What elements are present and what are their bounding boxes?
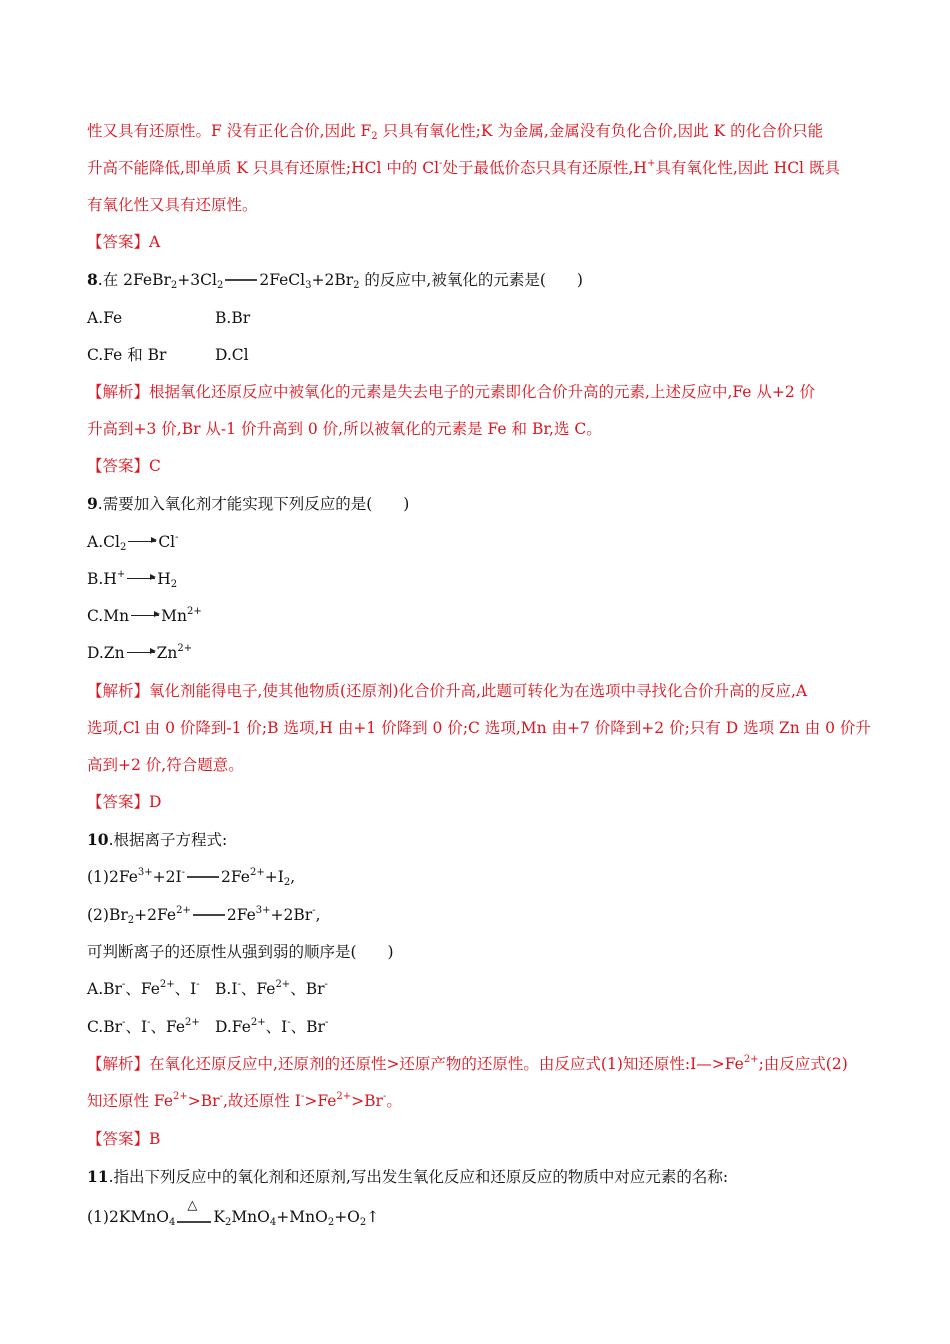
q10-explanation-line2: 知还原性 $Fe^{2+}>Br^-$,故还原性 $I^->Fe^{2+}>Br^-$。 xyxy=(87,1091,402,1110)
q8-explanation-line2: 升高到+3 价,Br 从-1 价升高到 0 价,所以被氧化的元素是 Fe 和 Br,选 C。 xyxy=(87,420,602,438)
heat-condition-equals xyxy=(177,1198,211,1223)
q10-option-a: A.Br-、$Fe^{2+}$、I- xyxy=(87,979,200,998)
q7-explanation-line3: 有氧化性又具有还原性。 xyxy=(87,196,258,214)
q7-answer: 【答案】A xyxy=(87,233,161,251)
q10-options-row2 xyxy=(87,1016,329,1038)
q8-option-c: C.Fe 和 Br xyxy=(87,346,167,364)
q9-option-d: D.Zn $Zn^{2+}$ xyxy=(87,643,193,662)
q8-option-b: B.Br xyxy=(215,309,251,327)
q10-option-c: C.Br-、I-、$Fe^{2+}$ xyxy=(87,1017,200,1036)
heat-triangle-icon: △ xyxy=(187,1198,198,1213)
q10-stem-2: 可判断离子的还原性从强到弱的顺序是( ) xyxy=(87,943,394,961)
q8-option-d: D.Cl xyxy=(215,346,249,364)
q8-option-a: A.Fe xyxy=(87,309,123,327)
q8-options-row1 xyxy=(87,307,251,329)
q8-stem: 8.在 $2FeBr_2+3Cl_2$ $2FeCl_3+2Br_2$ 的反应中,被氧化的元素是( ) xyxy=(87,270,583,291)
q10-options-row1 xyxy=(87,978,328,1000)
q9-stem: 9.需要加入氧化剂才能实现下列反应的是( ) xyxy=(87,494,410,513)
q9-option-a: $A.Cl_2$ Cl- xyxy=(87,532,179,553)
q9-explanation-line3: 高到+2 价,符合题意。 xyxy=(87,756,244,774)
q8-answer: 【答案】C xyxy=(87,457,161,475)
q10-equation-1: $(1)2Fe^{3+}+2I^-$ $2Fe^{2+}+I_2$, xyxy=(87,867,296,888)
equals-sign xyxy=(193,914,225,916)
q7-explanation-line1: 性又具有还原性。F 没有正化合价,因此 $F_2$ 只具有氧化性;K 为金属,金属没有负化合价,因此 K 的化合价只能 xyxy=(87,122,824,142)
q9-explanation-line2: 选项,Cl 由 0 价降到-1 价;B 选项,H 由+1 价降到 0 价;C 选项,Mn 由+7 价降到+2 价;只有 D 选项 Zn 由 0 价升 xyxy=(87,719,871,737)
q9-option-b: B.H+ $H_2$ xyxy=(87,569,178,590)
q11-stem: 11.指出下列反应中的氧化剂和还原剂,写出发生氧化反应和还原反应的物质中对应元素的名称: xyxy=(87,1167,729,1186)
reaction-arrow-icon xyxy=(127,652,155,653)
q10-option-b: B.I-、$Fe^{2+}$、Br- xyxy=(215,979,328,998)
q11-equation-1: (1)2KMnO$_4$ △ $K_2MnO_4+MnO_2+O_2↑$ xyxy=(87,1198,380,1228)
equals-sign xyxy=(187,876,219,878)
q9-answer: 【答案】D xyxy=(87,793,162,811)
q10-option-d: $D.Fe^{2+}$、I-、Br- xyxy=(215,1017,329,1036)
reaction-arrow-icon xyxy=(131,615,159,616)
q7-explanation-line2: 升高不能降低,即单质 K 只具有还原性;HCl 中的 Cl-处于最低价态只具有还原性,H+具有氧化性,因此 HCl 既具 xyxy=(87,158,840,177)
q10-equation-2: $(2)Br_2+2Fe^{2+}$ $2Fe^{3+}+2Br^-$, xyxy=(87,905,321,926)
q10-stem: 10.根据离子方程式: xyxy=(87,830,228,849)
q9-explanation-line1: 【解析】氧化剂能得电子,使其他物质(还原剂)化合价升高,此题可转化为在选项中寻找化合价升高的反应,A xyxy=(87,682,808,700)
q9-option-c: C.Mn $Mn^{2+}$ xyxy=(87,606,202,625)
reaction-arrow-icon xyxy=(128,541,156,542)
q8-options-row2 xyxy=(87,344,249,366)
reaction-arrow-icon xyxy=(127,578,155,579)
q10-explanation-line1: 【解析】在氧化还原反应中,还原剂的还原性>还原产物的还原性。由反应式(1)知还原性$:I—>Fe^{2+}$;由反应式(2) xyxy=(87,1054,848,1073)
q8-explanation-line1: 【解析】根据氧化还原反应中被氧化的元素是失去电子的元素即化合价升高的元素,上述反应中,Fe 从+2 价 xyxy=(87,383,816,401)
equals-sign xyxy=(225,279,257,281)
q10-answer: 【答案】B xyxy=(87,1130,161,1148)
